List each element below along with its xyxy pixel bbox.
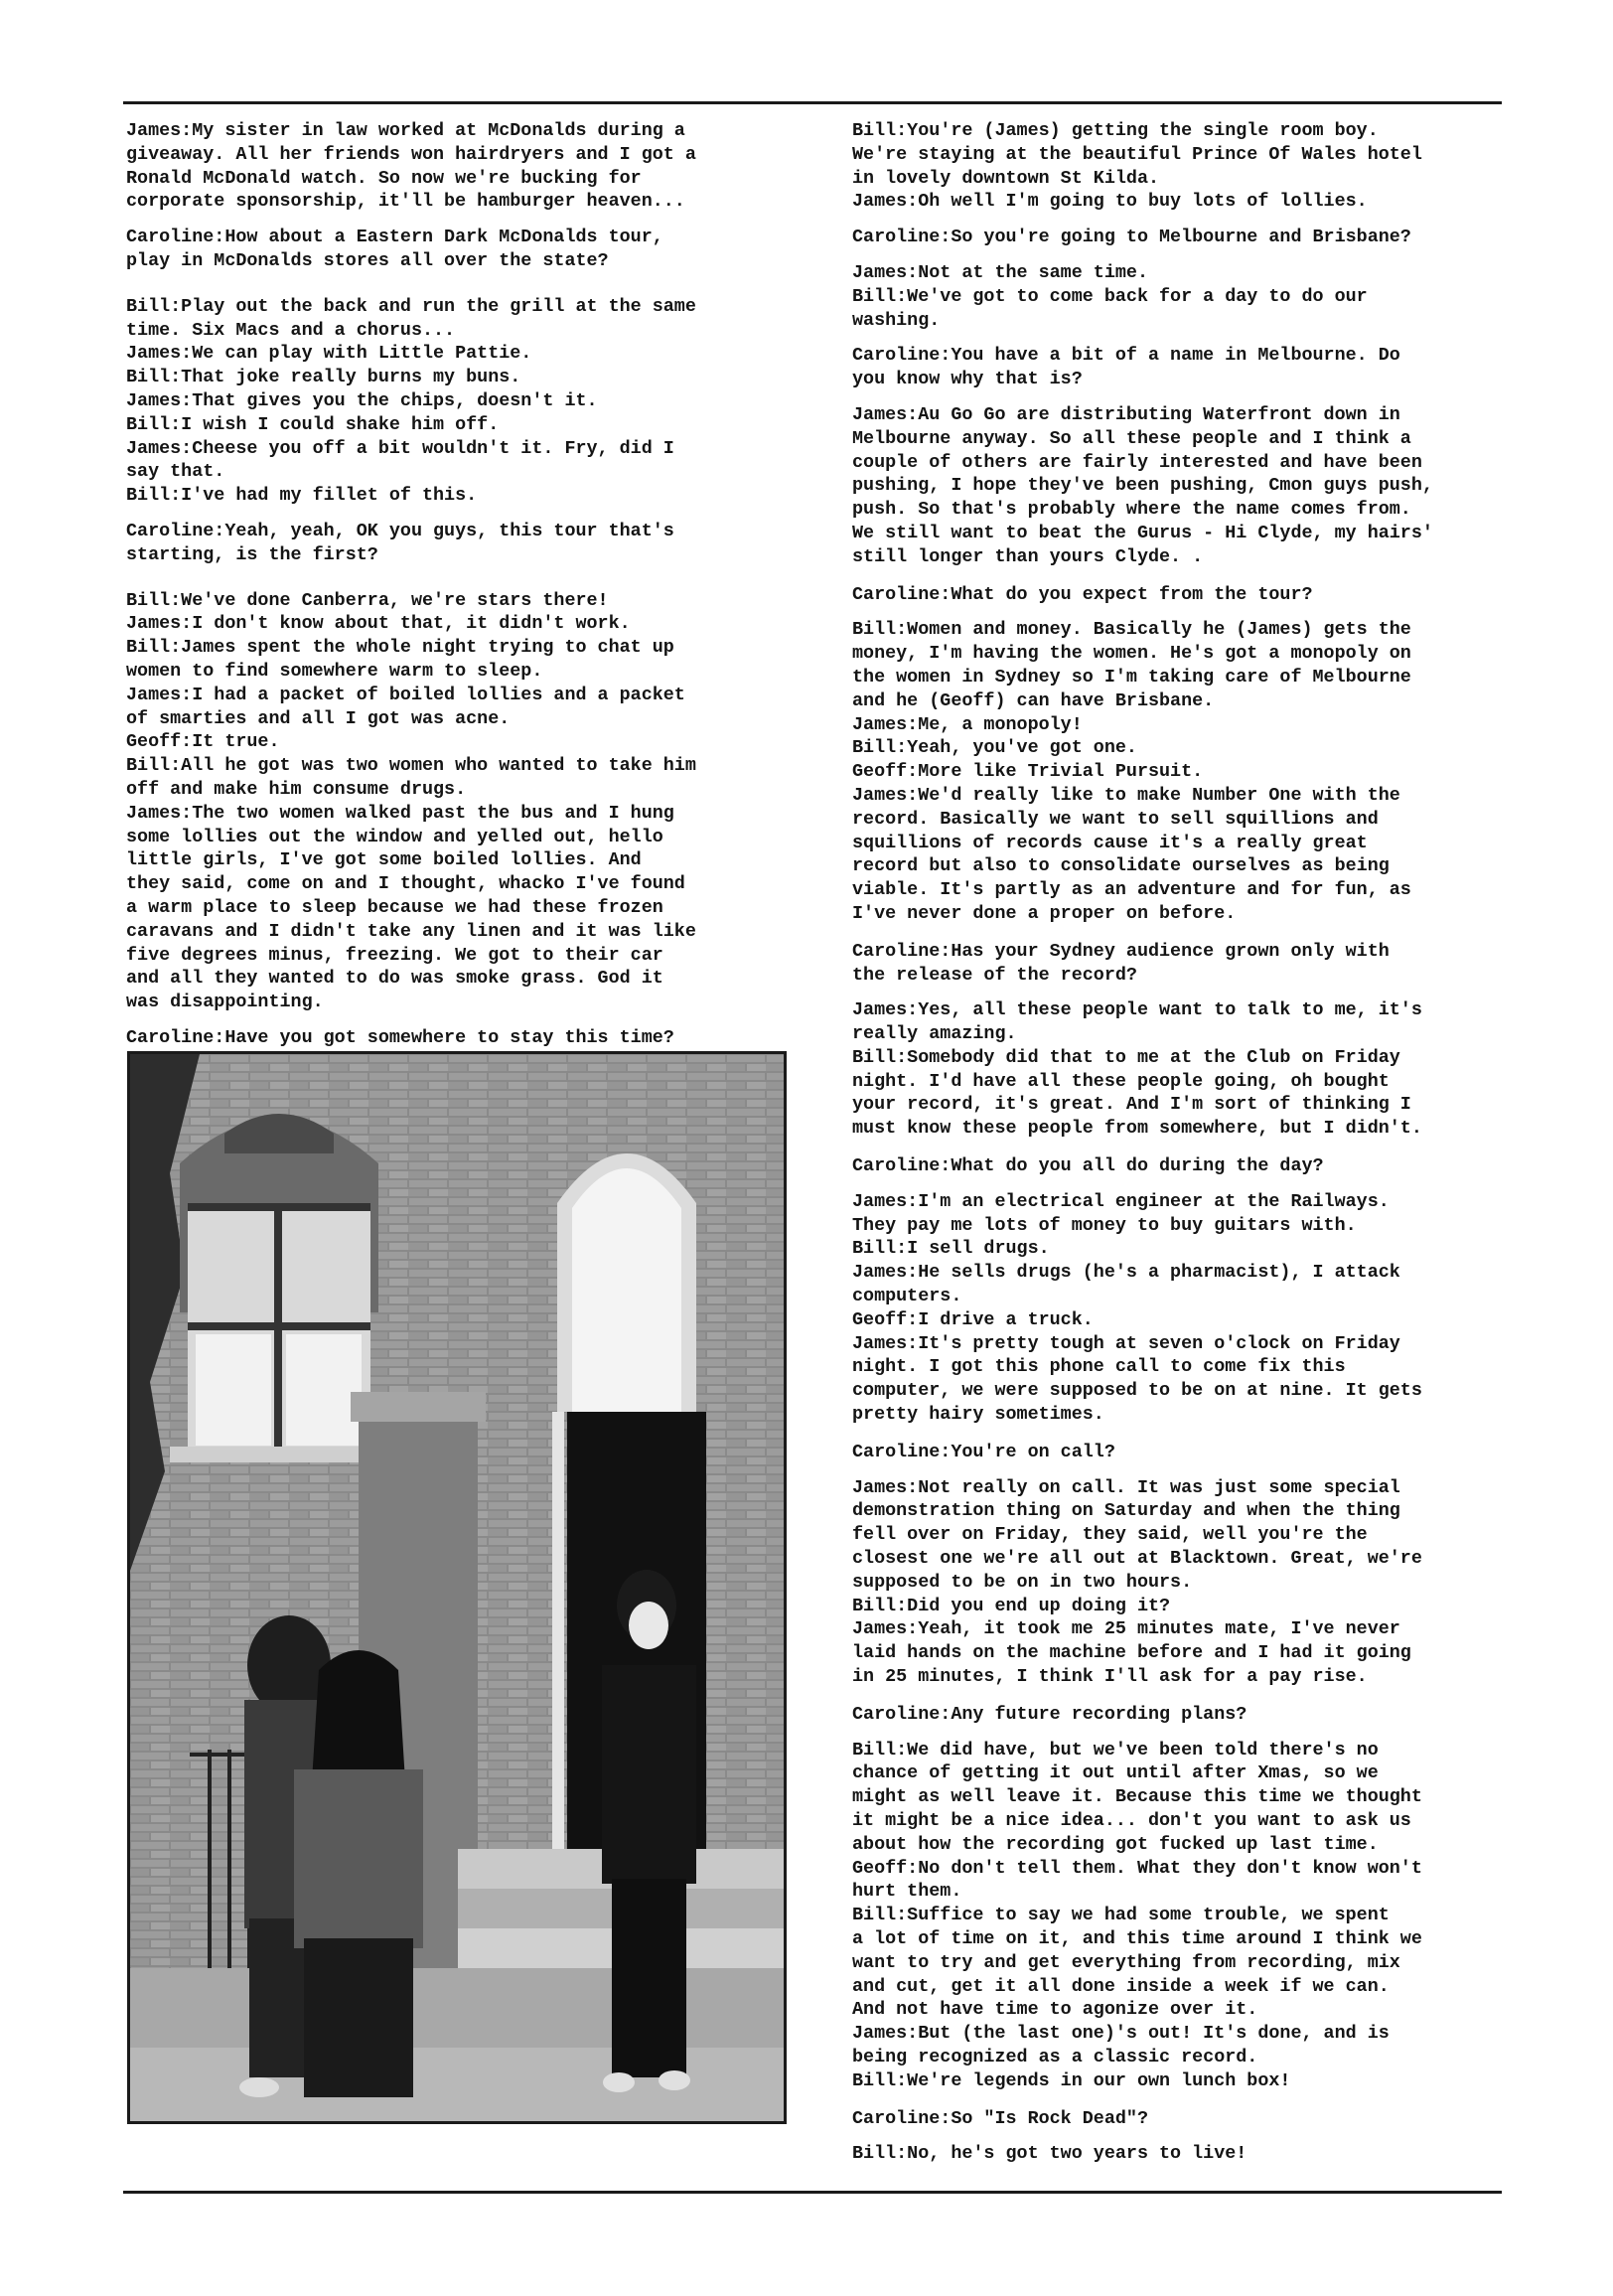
text-line: James:We can play with Little Pattie. <box>126 343 532 365</box>
text-line: and all they wanted to do was smoke grass. God it <box>126 968 663 990</box>
text-line: computer, we were supposed to be on at nine. It gets <box>852 1380 1422 1402</box>
text-line: Bill:Suffice to say we had some trouble, we spent <box>852 1905 1390 1926</box>
left-column-paragraph <box>126 1026 792 1050</box>
text-line: corporate sponsorship, it'll be hamburger heaven... <box>126 191 685 213</box>
text-line: Geoff:I drive a truck. <box>852 1308 1094 1330</box>
text-line: off and make him consume drugs. <box>126 778 467 800</box>
text-line: We still want to beat the Gurus - Hi Clyde, my hairs' <box>852 522 1433 543</box>
text-line: little girls, I've got some boiled lollies. And <box>126 849 642 871</box>
text-line: James:Yeah, it took me 25 minutes mate, I've never <box>852 1618 1400 1640</box>
text-line: James:Cheese you off a bit wouldn't it. Fry, did I <box>126 437 674 459</box>
text-line: Caroline:Has your Sydney audience grown only with <box>852 940 1390 962</box>
text-line: Bill:I sell drugs. <box>852 1238 1050 1260</box>
text-line: squillions of records cause it's a really great <box>852 832 1368 853</box>
text-line: closest one we're all out at Blacktown. Great, we're <box>852 1548 1422 1570</box>
text-line: Bill:Play out the back and run the grill at the same <box>126 295 696 317</box>
text-line: James:That gives you the chips, doesn't it. <box>126 389 598 411</box>
text-line: James:Not really on call. It was just some special <box>852 1476 1400 1498</box>
text-line: still longer than yours Clyde. . <box>852 545 1204 567</box>
band-photo-icon <box>130 1054 784 2121</box>
right-column-paragraph <box>852 1190 1518 1427</box>
right-column-paragraph <box>852 403 1518 569</box>
text-line: I've never done a proper on before. <box>852 902 1237 924</box>
text-line: And not have time to agonize over it. <box>852 1999 1258 2021</box>
text-line: caravans and I didn't take any linen and it was like <box>126 920 696 942</box>
text-line: Geoff:More like Trivial Pursuit. <box>852 761 1204 783</box>
text-line: Bill:We've done Canberra, we're stars there! <box>126 589 609 611</box>
text-line: the release of the record? <box>852 964 1137 986</box>
text-line: James:We'd really like to make Number One with the <box>852 784 1400 806</box>
text-line: washing. <box>852 309 941 331</box>
text-line: money, I'm having the women. He's got a monopoly on <box>852 643 1411 665</box>
text-line: a lot of time on it, and this time around I think we <box>852 1927 1422 1949</box>
text-line: Caroline:You're on call? <box>852 1441 1115 1462</box>
text-line: must know these people from somewhere, but I didn't. <box>852 1118 1422 1140</box>
text-line: couple of others are fairly interested and have been <box>852 451 1422 473</box>
right-column-paragraph <box>852 226 1518 249</box>
text-line: hurt them. <box>852 1881 962 1903</box>
text-line: James:I had a packet of boiled lollies and a packet <box>126 684 685 705</box>
right-column-paragraph <box>852 940 1518 988</box>
text-line: Caroline:So you're going to Melbourne and Brisbane? <box>852 227 1411 248</box>
text-line: James:I'm an electrical engineer at the Railways. <box>852 1190 1390 1212</box>
text-line: some lollies out the window and yelled out, hello <box>126 826 663 847</box>
band-photo <box>127 1051 787 2124</box>
text-line: Bill:I've had my fillet of this. <box>126 485 478 507</box>
text-line: Bill:All he got was two women who wanted to take him <box>126 755 696 777</box>
text-line: James:Me, a monopoly! <box>852 713 1083 735</box>
text-line: want to try and get everything from recording, mix <box>852 1951 1400 1973</box>
text-line: might as well leave it. Because this time we thought <box>852 1786 1422 1808</box>
left-column-paragraph <box>126 119 792 214</box>
text-line: Caroline:What do you all do during the day? <box>852 1155 1324 1177</box>
text-line: pretty hairy sometimes. <box>852 1404 1104 1426</box>
text-line: record but also to consolidate ourselves as being <box>852 855 1390 877</box>
text-line: play in McDonalds stores all over the state? <box>126 249 609 271</box>
text-line: chance of getting it out until after Xmas, so we <box>852 1762 1379 1784</box>
text-line: James:He sells drugs (he's a pharmacist), I attack <box>852 1262 1400 1284</box>
text-line: the women in Sydney so I'm taking care of Melbourne <box>852 666 1411 688</box>
text-line: they said, come on and I thought, whacko I've found <box>126 873 685 895</box>
text-line: James:Oh well I'm going to buy lots of lollies. <box>852 191 1368 213</box>
text-line: Caroline:What do you expect from the tour? <box>852 583 1313 605</box>
text-line: was disappointing. <box>126 992 324 1013</box>
right-column-paragraph <box>852 2142 1518 2166</box>
right-column-paragraph <box>852 344 1518 391</box>
text-line: Caroline:So "Is Rock Dead"? <box>852 2107 1148 2129</box>
text-line: your record, it's great. And I'm sort of thinking I <box>852 1094 1411 1116</box>
text-line: Caroline:Yeah, yeah, OK you guys, this tour that's <box>126 520 674 541</box>
text-line: pushing, I hope they've been pushing, Cmon guys push, <box>852 475 1433 497</box>
text-line: James:The two women walked past the bus and I hung <box>126 802 674 824</box>
right-column-paragraph <box>852 583 1518 607</box>
text-line: record. Basically we want to sell squillions and <box>852 808 1379 830</box>
text-line: women to find somewhere warm to sleep. <box>126 660 543 682</box>
text-line: James:Yes, all these people want to talk to me, it's <box>852 999 1422 1021</box>
bottom-rule <box>123 2191 1502 2194</box>
text-line: James:Not at the same time. <box>852 261 1148 283</box>
text-line: a warm place to sleep because we had these frozen <box>126 896 663 918</box>
text-line: of smarties and all I got was acne. <box>126 707 511 729</box>
text-line: laid hands on the machine before and I had it going <box>852 1642 1411 1664</box>
text-line: starting, is the first? <box>126 543 378 565</box>
right-column-paragraph <box>852 1476 1518 1689</box>
text-line: about how the recording got fucked up last time. <box>852 1833 1379 1855</box>
left-column-paragraph <box>126 226 792 273</box>
text-line: demonstration thing on Saturday and when the thing <box>852 1500 1400 1522</box>
text-line: night. I'd have all these people going, oh bought <box>852 1070 1390 1092</box>
text-line: viable. It's partly as an adventure and for fun, as <box>852 879 1411 901</box>
text-line: James:Au Go Go are distributing Waterfront down in <box>852 403 1400 425</box>
right-column <box>852 119 1518 2178</box>
text-line: it might be a nice idea... don't you want to ask us <box>852 1810 1411 1831</box>
text-line: Caroline:Have you got somewhere to stay this time? <box>126 1026 674 1048</box>
right-column-paragraph <box>852 1739 1518 2093</box>
text-line: Bill:We're legends in our own lunch box! <box>852 2069 1291 2091</box>
text-line: Bill:I wish I could shake him off. <box>126 413 500 435</box>
left-column-paragraph <box>126 520 792 567</box>
text-line: being recognized as a classic record. <box>852 2046 1258 2067</box>
text-line: in 25 minutes, I think I'll ask for a pay rise. <box>852 1666 1368 1688</box>
text-line: They pay me lots of money to buy guitars with. <box>852 1214 1357 1236</box>
right-column-paragraph <box>852 261 1518 332</box>
text-line: night. I got this phone call to come fix this <box>852 1356 1346 1378</box>
right-column-paragraph <box>852 1154 1518 1178</box>
right-column-paragraph <box>852 998 1518 1141</box>
text-line: supposed to be on in two hours. <box>852 1571 1193 1593</box>
text-line: Bill:That joke really burns my buns. <box>126 367 521 388</box>
text-line: and cut, get it all done inside a week if we can. <box>852 1975 1390 1997</box>
left-column <box>126 119 792 1062</box>
text-line: Caroline:You have a bit of a name in Melbourne. Do <box>852 345 1400 367</box>
text-line: James:I don't know about that, it didn't work. <box>126 613 631 635</box>
right-column-paragraph <box>852 119 1518 214</box>
text-line: We're staying at the beautiful Prince Of Wales hotel <box>852 143 1422 165</box>
text-line: in lovely downtown St Kilda. <box>852 167 1160 189</box>
text-line: Bill:Did you end up doing it? <box>852 1595 1171 1616</box>
text-line: James:It's pretty tough at seven o'clock on Friday <box>852 1332 1400 1354</box>
text-line: Bill:We did have, but we've been told there's no <box>852 1739 1379 1760</box>
top-rule <box>123 101 1502 104</box>
text-line: push. So that's probably where the name comes from. <box>852 499 1411 521</box>
left-column-paragraph <box>126 295 792 508</box>
right-column-paragraph <box>852 618 1518 925</box>
text-line: five degrees minus, freezing. We got to their car <box>126 944 663 966</box>
text-line: Bill:James spent the whole night trying to chat up <box>126 637 674 659</box>
text-line: Bill:Somebody did that to me at the Club on Friday <box>852 1046 1400 1068</box>
text-line: James:My sister in law worked at McDonalds during a <box>126 120 685 141</box>
right-column-paragraph <box>852 1703 1518 1727</box>
right-column-paragraph <box>852 2107 1518 2131</box>
text-line: Melbourne anyway. So all these people and I think a <box>852 427 1411 449</box>
text-line: Bill:Women and money. Basically he (James) gets the <box>852 619 1411 641</box>
text-line: Geoff:No don't tell them. What they don't know won't <box>852 1857 1422 1879</box>
text-line: giveaway. All her friends won hairdryers and I got a <box>126 143 696 165</box>
text-line: time. Six Macs and a chorus... <box>126 319 456 341</box>
text-line: Bill:No, he's got two years to live! <box>852 2143 1247 2165</box>
text-line: say that. <box>126 461 225 483</box>
text-line: computers. <box>852 1286 962 1307</box>
text-line: Caroline:Any future recording plans? <box>852 1703 1247 1725</box>
right-column-paragraph <box>852 1441 1518 1464</box>
text-line: really amazing. <box>852 1023 1017 1045</box>
text-line: Bill:You're (James) getting the single room boy. <box>852 120 1379 141</box>
text-line: Bill:We've got to come back for a day to do our <box>852 285 1368 307</box>
text-line: you know why that is? <box>852 369 1083 390</box>
text-line: Bill:Yeah, you've got one. <box>852 737 1137 759</box>
text-line: Caroline:How about a Eastern Dark McDonalds tour, <box>126 227 663 248</box>
text-line: and he (Geoff) can have Brisbane. <box>852 689 1215 711</box>
text-line: James:But (the last one)'s out! It's done, and is <box>852 2023 1390 2045</box>
text-line: Ronald McDonald watch. So now we're bucking for <box>126 167 642 189</box>
left-column-paragraph <box>126 589 792 1014</box>
text-line: Geoff:It true. <box>126 731 280 753</box>
text-line: fell over on Friday, they said, well you're the <box>852 1524 1368 1546</box>
